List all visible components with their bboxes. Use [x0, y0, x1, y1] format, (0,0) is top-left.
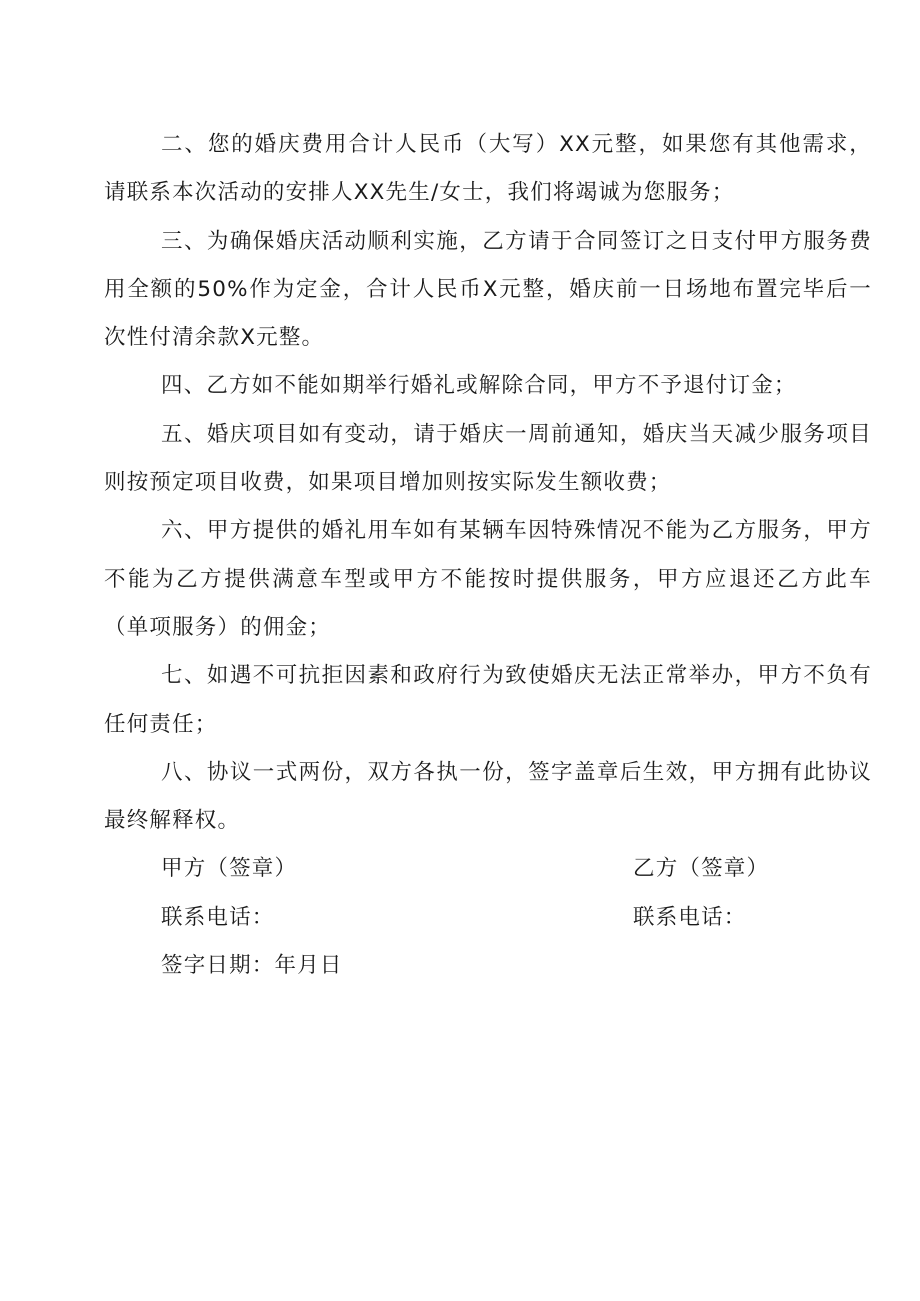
- clause-5: 五、婚庆项目如有变动，请于婚庆一周前通知，婚庆当天减少服务项目则按预定项目收费，如果项目增加则按实际发生额收费；: [104, 421, 872, 496]
- party-b-seal-label: 乙方（签章）: [633, 856, 770, 882]
- clause-4: 四、乙方如不能如期举行婚礼或解除合同，甲方不予退付订金；: [161, 373, 797, 399]
- party-b-phone-label: 联系电话：: [633, 904, 747, 930]
- contract-page: [104, 121, 872, 991]
- clause-3: 三、为确保婚庆活动顺利实施，乙方请于合同签订之日支付甲方服务费用全额的50%作为定金，合计人民币X元整，婚庆前一日场地布置完毕后一次性付清余款X元整。: [104, 228, 872, 351]
- signature-row-seal: [104, 845, 872, 894]
- signature-row-date: [104, 942, 872, 991]
- signature-row-phone: [104, 894, 872, 943]
- clause-7: 七、如遇不可抗拒因素和政府行为致使婚庆无法正常举办，甲方不负有任何责任；: [104, 663, 872, 737]
- party-a-seal-label: 甲方（签章）: [161, 856, 298, 882]
- clause-6: 六、甲方提供的婚礼用车如有某辆车因特殊情况不能为乙方服务，甲方不能为乙方提供满意车型或甲方不能按时提供服务，甲方应退还乙方此车（单项服务）的佣金；: [104, 518, 872, 640]
- clause-8: 八、协议一式两份，双方各执一份，签字盖章后生效，甲方拥有此协议最终解释权。: [104, 759, 872, 834]
- clause-2: 二、您的婚庆费用合计人民币（大写）XX元整，如果您有其他需求，请联系本次活动的安排人XX先生/女士，我们将竭诚为您服务；: [104, 132, 872, 206]
- party-a-phone-label: 联系电话：: [161, 904, 275, 930]
- sign-date-label: 签字日期：年月日: [161, 953, 343, 979]
